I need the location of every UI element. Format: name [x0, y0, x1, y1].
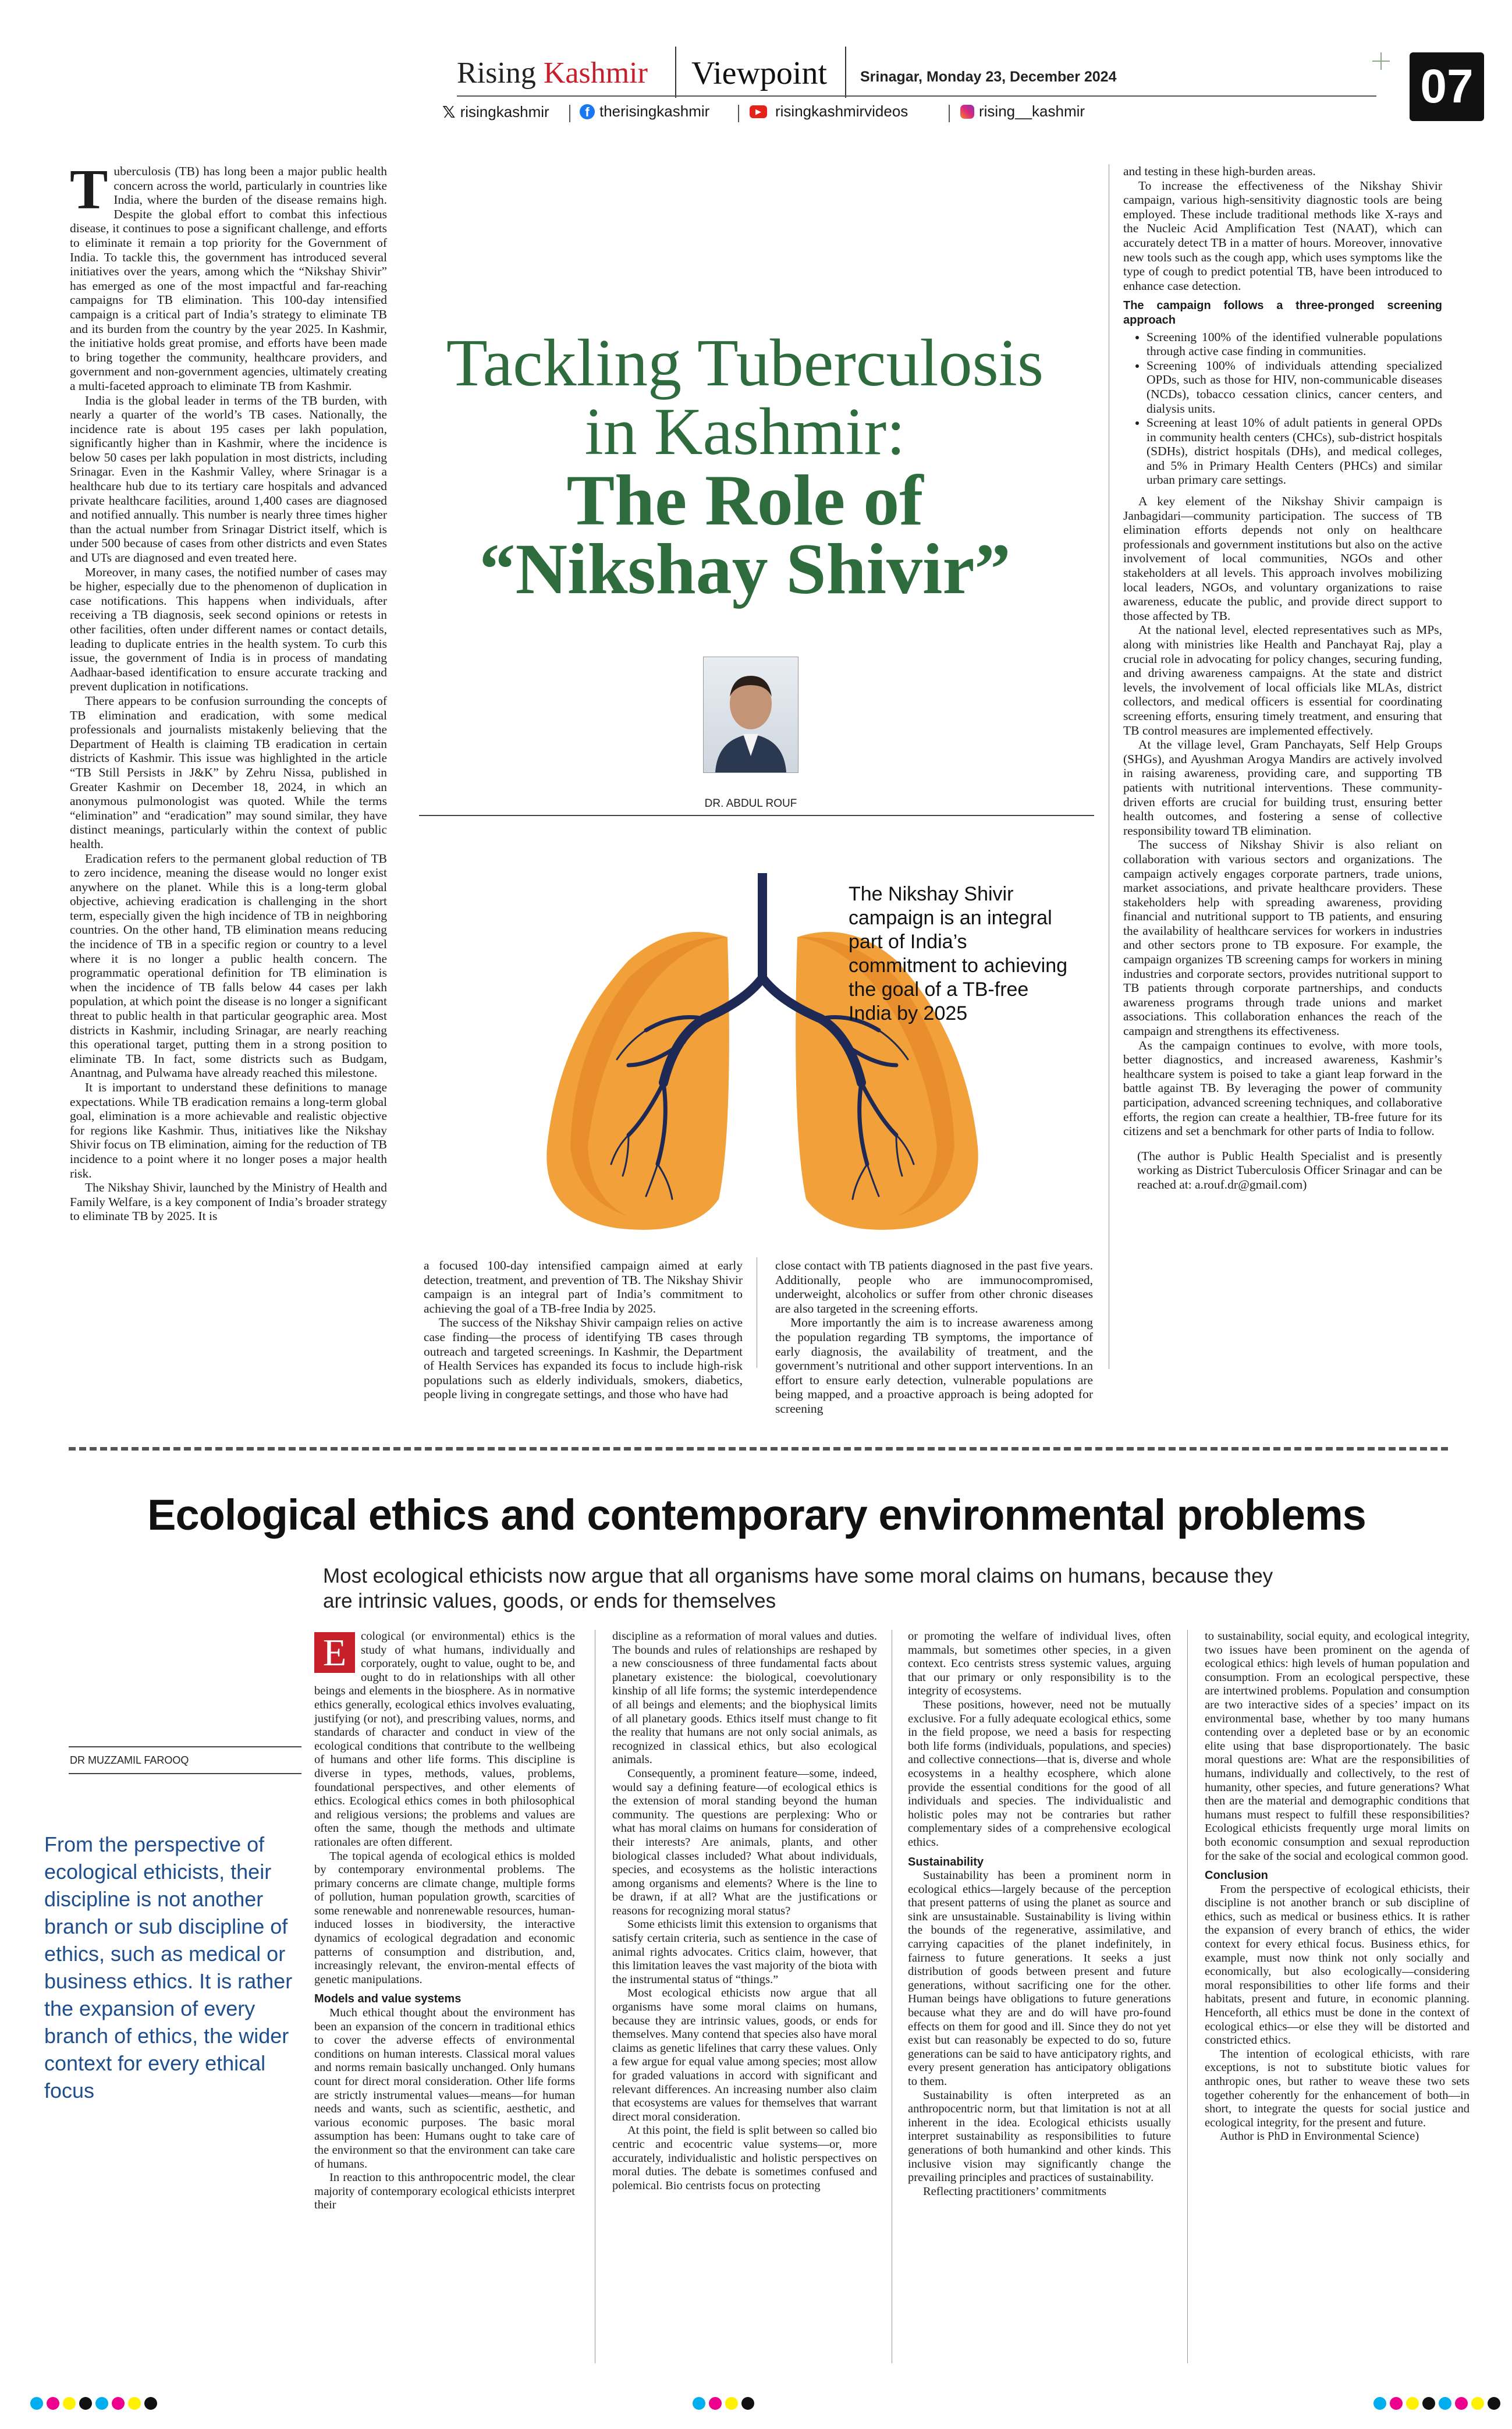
article2-column-4	[1205, 1630, 1470, 2144]
section-title: Viewpoint	[691, 55, 828, 91]
list-item: • Screening at least 10% of adult patients in general OPDs in community health centers (CHCs), sub-district hospitals (SDHs), district hospitals (DHs), and medical colleges, and 5% in Primary Health Centers (PHCs) and similar urban primary care settings.	[1147, 416, 1442, 487]
article1-column-4	[1123, 164, 1442, 1192]
drop-cap: E	[314, 1632, 355, 1673]
paragraph: As the campaign continues to evolve, with more tools, better diagnostics, and increased awareness, Kashmir’s healthcare system is poised to take a giant leap forward in the battle against TB. By leveraging the power of community participation, advanced screening techniques, and collaborative efforts, the region can create a healthier, TB-free future for its citizens and set a benchmark for other parts of India to follow.	[1123, 1038, 1442, 1139]
article1-pull-quote: The Nikshay Shivir campaign is an integral part of India’s commitment to achieving the goal of a TB-free India by 2025	[849, 883, 1068, 1024]
paragraph: or promoting the welfare of individual lives, often mammals, but sometimes other species, in a given context. Eco centrists stress systemic values, arguing that our primary or only responsibility is to the integrity of ecosystems.	[908, 1630, 1171, 1698]
paragraph: It is important to understand these definitions to manage expectations. While TB eradication remains a long-term global goal, elimination is a more achievable and realistic objective for regions like Kashmir. Thus, initiatives like the Nikshay Shivir focus on TB elimination, aiming for the reduction of TB incidence to a point where it no longer poses a major health risk.	[70, 1080, 387, 1180]
paragraph: Some ethicists limit this extension to organisms that satisfy certain criteria, such as sentience in the case of animal rights advocates. Critics claim, however, that this limitation leaves the vast majority of the biota with the instrumental status of “things.”	[612, 1918, 877, 1986]
paragraph: discipline as a reformation of moral values and duties. The bounds and rules of relationships are reshaped by a new consciousness of three fundamental facts about planetary existence: the biological, coevolutionary kinship of all life forms; the systemic interdependence of all beings and elements; and the biophysical limits of all planetary goods. Ethics itself must change to fit the reality that humans are not only social animals, as recognized in classical ethics, but also ecological animals.	[612, 1630, 877, 1767]
paragraph: Sustainability has been a prominent norm in ecological ethics—largely because of the perception that present patterns of using the planet as source and sink are unsustainable. Sustainability is living within the bounds of the regenerative, assimilative, and carrying capacities of the planet indefinitely, in fairness to future generations. It seeks a just distribution of goods between present and future generations, without sacrificing one for the other. Human beings have obligations to future generations because what they are and do will have pro-found effects on them for good and ill. Since they do not yet exist but can reasonably be expected to do so, future generations can be said to have anticipatory rights, and every present generation has anticipatory obligations to them.	[908, 1869, 1171, 2088]
paragraph: From the perspective of ecological ethicists, their discipline is not another branch or sub discipline of ethics, such as medical or business ethics. It is rather the expansion of every branch of ethics, the wider context for every ethical focus. Business ethics, for example, must now think not only socially and economically, but also ecologically—considering moral responsibilities to other life forms and their habitats, present and future, in economic planning. Henceforth, all ethics must be done in the context of ecological ethics—or else they will be distorted and constricted ethics.	[1205, 1882, 1470, 2047]
list-item: • Screening 100% of individuals attending specialized OPDs, such as those for HIV, non-communicable diseases (NCDs), tobacco cessation clinics, cancer centers, and dialysis units.	[1147, 359, 1442, 416]
paragraph: In reaction to this anthropocentric model, the clear majority of contemporary ecological ethicists interpret their	[314, 2171, 575, 2212]
byline-rule	[69, 1746, 301, 1747]
article2-column-2	[612, 1630, 877, 2193]
header-divider	[675, 47, 676, 98]
paragraph: a focused 100-day intensified campaign aimed at early detection, treatment, and prevention of TB. The Nikshay Shivir campaign is an integral part of India’s commitment to achieving the goal of a TB-free India by 2025.	[424, 1258, 743, 1315]
color-bar-right	[1373, 2397, 1500, 2410]
youtube-icon: ▶	[750, 105, 767, 118]
paragraph: The success of the Nikshay Shivir campaign relies on active case finding—the process of identifying TB cases through outreach and targeted screenings. In Kashmir, the Department of Health Services has expanded its focus to include high-risk populations such as elderly individuals, smokers, diabetics, people living in congregate settings, and those who have had	[424, 1315, 743, 1402]
social-divider	[569, 105, 570, 122]
paragraph: to sustainability, social equity, and ecological integrity, two issues have been prominent on the agenda of ecological ethics: high levels of human population and consumption. From an ecological perspective, these are intertwined problems. Population and consumption are two interactive sides of a species’ impact on its environmental base, whether by too many humans contending over a depleted base or by an economic elite using that base disproportionately. The basic moral questions are: What are the responsibilities of humans, individually and collectively, to the rest of humanity, other species, and future generations? What then are the material and demographic conditions that humans must respect to fulfill these responsibilities? Ecological ethicists frequently urge moral limits on both economic consumption and sexual reproduction for the sake of the social and ecological common good.	[1205, 1630, 1470, 1863]
dateline: Srinagar, Monday 23, December 2024	[860, 69, 1117, 85]
paragraph: Consequently, a prominent feature—some, indeed, would say a defining feature—of ecological ethics is the extension of moral standing beyond the human community. The questions are perplexing: Who or what has moral claims on humans for consideration of their interests? Are animals, plants, and other biological classes included? What about individuals, species, and ecosystems as the holistic interactions among organisms and elements? Where is the line to be drawn, if at all? What are the justifications or reasons for recognizing moral status?	[612, 1767, 877, 1917]
social-youtube[interactable]: ▶ risingkashmirvideos	[750, 102, 908, 120]
paragraph: Reflecting practitioners’ commitments	[923, 2185, 1106, 2198]
title-line: Tackling Tuberculosis	[446, 326, 1044, 400]
paragraph: India is the global leader in terms of the TB burden, with nearly a quarter of the world’s TB cases. Nationally, the incidence rate is about 195 cases per lakh population, significantly higher than in Kashmir, where the incidence is below 50 cases per lakh population in most districts, including Srinagar. Even in the Kashmir Valley, where Srinagar is a healthcare hub due to its tertiary care hospitals and advanced private healthcare facilities, around 1,400 cases are diagnosed and notified annually. This number is nearly three times higher than the actual number from Srinagar District itself, which is under 500 because of cases from other districts and even States and UTs are diagnosed and even treated here.	[70, 393, 387, 565]
social-facebook[interactable]: f therisingkashmir	[580, 102, 709, 120]
paragraph: The topical agenda of ecological ethics is molded by contemporary environmental problems. The primary concerns are climate change, multiple forms of pollution, human population growth, scarcities of some renewable and nonrenewable resources, human-induced losses in biodiversity, the interactive dynamics of ecological degradation and economic patterns of consumption and distribution, and, increasingly relevant, the environ-mental effects of genetic manipulations.	[314, 1849, 575, 1986]
instagram-icon	[960, 105, 974, 119]
paragraph: Moreover, in many cases, the notified number of cases may be higher, especially due to the phenomenon of duplication in case notifications. This happens when individuals, after receiving a TB diagnosis, seek second opinions or retests in other facilities, often under different names or contact details, leading to duplicate entries in the health system. To curb this issue, the government of India is in process of mandating Aadhaar-based identification to ensure accurate tracking and prevent duplication in notifications.	[70, 565, 387, 694]
paragraph: At the village level, Gram Panchayats, Self Help Groups (SHGs), and Ayushman Arogya Mandirs are actively involved in raising awareness, providing care, and supporting TB patients with nutritional interventions. These community-driven efforts are crucial for building trust, ensuring better health outcomes, and fostering a sense of collective responsibility toward TB elimination.	[1123, 737, 1442, 838]
color-bar-center	[693, 2397, 754, 2410]
lung-left	[546, 932, 729, 1230]
author-photo	[703, 657, 798, 773]
article1-column-2	[424, 1258, 743, 1402]
title-line: in Kashmir:	[584, 395, 906, 469]
article1-column-3	[775, 1258, 1093, 1416]
registration-mark	[1372, 52, 1390, 70]
paragraph: The intention of ecological ethicists, with rare exceptions, is not to substitute biotic values for anthropic ones, but rather to weave these two sets together coherently for the enhancement of both—in short, to integrate the quests for social justice and ecological integrity, for the present and future.	[1205, 2047, 1470, 2129]
article2-headline: Ecological ethics and contemporary environmental problems	[147, 1491, 1366, 1539]
title-line: “Nikshay Shivir”	[479, 529, 1011, 609]
byline-rule	[69, 1773, 301, 1774]
brand-logo: Rising Kashmir	[457, 56, 648, 90]
social-divider	[949, 105, 950, 122]
paragraph: At the national level, elected representatives such as MPs, along with ministries like Health and Panchayat Raj, play a crucial role in advocating for policy changes, securing funding, and driving awareness campaigns. At the state and district levels, the involvement of local officials like MLAs, district collectors, and medical officers is essential for coordinating screening efforts, ensuring timely treatment, and ensuring that TB control measures are implemented effectively.	[1123, 623, 1442, 737]
list-item: • Screening 100% of the identified vulnerable populations through active case finding in communities.	[1147, 330, 1442, 359]
article-separator	[69, 1447, 1448, 1451]
paragraph: Much ethical thought about the environment has been an expansion of the concern in traditional ethics to cover the adverse effects of environmental conditions on human interests. Classical moral values and norms remain basically unchanged. Only humans count for direct moral consideration. Other life forms are strictly instrumental values—means—for human needs and wants, such as scientific, aesthetic, and various economic purposes. The basic moral assumption has been: Humans ought to take care of the environment so that the environment can take care of humans.	[314, 2006, 575, 2171]
screening-list	[1123, 330, 1442, 488]
article1-title	[419, 326, 1071, 609]
subheading: Conclusion	[1205, 1869, 1268, 1882]
subheading: Models and value systems	[314, 1992, 462, 2006]
social-instagram[interactable]: rising__kashmir	[960, 102, 1085, 120]
paragraph: To increase the effectiveness of the Nikshay Shivir campaign, various high-sensitivity diagnostic tools are being employed. These include traditional methods like X-rays and the Nucleic Acid Amplification Test (NAAT), which can accurately detect TB in a matter of hours. Moreover, innovative new tools such as the cough app, which uses symptoms like the type of cough to predict potential TB, have been introduced to enhance case detection.	[1123, 178, 1442, 293]
paragraph: The success of Nikshay Shivir is also reliant on collaboration with various sectors and organizations. The campaign actively engages corporate partners, trade unions, market associations, and private healthcare providers. These stakeholders help with spreading awareness, providing financial and nutritional support to TB patients, and ensuring the availability of healthcare services for workers in industries and other sectors prone to TB exposure. For example, the campaign organizes TB screening camps for workers in mining industries and corporate sectors, provides nutritional support to TB patients through corporate partnerships, and conducts awareness programs through trade unions and market associations. This collaboration enhances the reach of the campaign and strengthens its effectiveness.	[1123, 838, 1442, 1038]
x-icon: 𝕏	[442, 103, 456, 121]
paragraph: There appears to be confusion surrounding the concepts of TB elimination and eradication, with some medical professionals and journalists mistakenly believing that the Department of Health is claiming TB eradication in certain districts of Kashmir. This issue was highlighted in the article “TB Still Persists in J&K” by Zehru Nissa, published in Greater Kashmir on December 18, 2024, in which an anonymous pulmonologist was quoted. While the terms “elimination” and “eradication” may sound similar, they have distinct meanings, particularly within the context of public health.	[70, 693, 387, 851]
article1-column-1	[70, 158, 387, 1224]
column-rule	[1187, 1630, 1188, 2363]
author-byline: DR MUZZAMIL FAROOQ	[70, 1754, 189, 1766]
paragraph: close contact with TB patients diagnosed in the past five years. Additionally, people who are immunocompromised, underweight, alcoholics or suffer from other chronic diseases are also targeted in the screening efforts.	[775, 1258, 1093, 1315]
article2-column-3	[908, 1630, 1171, 2198]
social-x[interactable]: 𝕏 risingkashmir	[442, 103, 549, 121]
paragraph: Sustainability is often interpreted as an anthropocentric norm, but that limitation is not at all inherent in the idea. Ecological ethicists usually interpret sustainability as responsibilities to future generations of both humankind and other kinds. This inclusive vision may significantly change the prevailing principles and practices of sustainability.	[908, 2088, 1171, 2185]
author-byline: DR. ABDUL ROUF	[704, 797, 797, 810]
paragraph: Author is PhD in Environmental Science)	[1220, 2130, 1419, 2143]
article2-deck: Most ecological ethicists now argue that all organisms have some moral claims on humans, because they are intrinsic values, goods, or ends for themselves	[323, 1565, 1273, 1612]
paragraph: Tuberculosis (TB) has long been a major public health concern across the world, particularly in countries like India, where the burden of the disease remains high. Despite the global effort to combat this infectious disease, it continues to pose a significant challenge, and efforts to eliminate it remain a top priority for the Government of India. To tackle this, the government has introduced several initiatives over the years, among which the “Nikshay Shivir” has emerged as one of the most impactful and far-reaching campaigns for TB elimination. This 100-day intensified campaign is a critical part of India’s strategy to eliminate TB and its burden from the country by the year 2025. In Kashmir, the initiative holds great promise, and efforts have been made to bring together the community, healthcare providers, and government and non-government agencies, ultimately creating a multi-faceted approach to eliminate TB from Kashmir.	[70, 158, 387, 393]
drop-cap: T	[70, 158, 108, 221]
paragraph: These positions, however, need not be mutually exclusive. For a fully adequate ecological ethics, some in the field propose, we need a basis for respecting both life forms (individuals, populations, and species) and collective connections—that is, diverse and whole ecosystems in a healthy ecosphere, which alone provide the essential conditions for the good of all individuals and species. The individualistic and holistic poles may not be contraries but rather complementary sides of a comprehensive ecological ethics.	[908, 1698, 1171, 1849]
paragraph: and testing in these high-burden areas.	[1123, 164, 1316, 178]
byline-rule	[419, 815, 1094, 816]
paragraph: Eradication refers to the permanent global reduction of TB to zero incidence, meaning the disease would no longer exist anywhere on the planet. While this is a long-term global objective, achieving eradication is challenging in the short term, especially given the high incidence of TB in neighboring countries. On the other hand, TB elimination means reducing the incidence of TB in a specific region or country to a level where it is no longer a public health concern. The programmatic operational definition for TB elimination is when the incidence of TB falls below 44 cases per lakh population, at which point the disease is no longer a significant threat to public health in that particular geographic area. Most districts in Kashmir, including Srinagar, are nearly reaching this operational target, putting them in a strong position to eliminate TB. In fact, some districts such as Budgam, Anantnag, and Pulwama have already reached this milestone.	[70, 851, 387, 1080]
article2-column-1	[314, 1630, 575, 2212]
paragraph: E cological (or environmental) ethics is the study of what humans, individually and corporately, ought to value, ought to be, and ought to do in relationships with all other beings and elements in the biosphere. As in normative ethics generally, ecological ethics involves evaluating, justifying (or not), and prescribing values, norms, and standards of character and conduct in view of the ecological conditions that contribute to the wellbeing of humans and other life forms. This discipline is diverse in types, methods, values, problems, foundational perspectives, and other elements of ethics. Ecological ethics comes in both philosophical and religious versions; the problems and values are often the same, though the methods and ultimate rationales are often different.	[314, 1630, 575, 1849]
subheading: Sustainability	[908, 1855, 984, 1868]
paragraph: More importantly the aim is to increase awareness among the population regarding TB symptoms, the importance of early diagnosis, the availability of treatment, and the government’s nutritional and other support interventions. In an effort to ensure early detection, vulnerable populations are being mapped, and a proactive approach is being adopted for screening	[775, 1315, 1093, 1416]
subheading: The campaign follows a three-pronged screening approach	[1123, 299, 1442, 327]
header-divider	[845, 47, 846, 98]
page-number: 07	[1410, 52, 1484, 121]
header-rule	[457, 95, 1376, 97]
paragraph: A key element of the Nikshay Shivir campaign is Janbagidari—community participation. The success of TB elimination efforts depends not only on healthcare professionals and government institutions but also on the active involvement of local communities, NGOs and other stakeholders at all levels. This approach involves mobilizing local leaders, NGOs, and voluntary organizations to raise awareness, educate the public, and provide direct support to those affected by TB.	[1123, 494, 1442, 623]
paragraph: The Nikshay Shivir, launched by the Ministry of Health and Family Welfare, is a key component of India’s broader strategy to eliminate TB by 2025. It is	[70, 1180, 387, 1224]
paragraph: Most ecological ethicists now argue that all organisms have some moral claims on humans, because they are intrinsic values, goods, or ends for themselves. Many contend that species also have moral claims as genetic lifelines that carry these values. Only a few argue for equal value among species; most allow for graded valuations in accord with significant and relevant differences. An increasing number also claim that ecosystems are values for themselves that warrant direct moral consideration.	[612, 1987, 877, 2123]
author-portrait-icon	[704, 657, 798, 772]
social-divider	[738, 105, 739, 122]
paragraph: At this point, the field is split between so called bio centric and ecocentric value systems—or, more accurately, individualistic and holistic perspectives on moral duties. The debate is sometimes confused and polemical. Bio centrists focus on protecting	[612, 2124, 877, 2192]
title-line: The Role of	[566, 460, 924, 540]
article2-pull-quote: From the perspective of ecological ethicists, their discipline is not another branch or sub discipline of ethics, such as medical or business ethics. It is rather the expansion of every branch of ethics, the wider context for every ethical focus	[44, 1832, 293, 2102]
masthead	[0, 0, 1512, 134]
author-note: (The author is Public Health Specialist and is presently working as District Tuberculosis Officer Srinagar and can be reached at: a.rouf.dr@gmail.com)	[1137, 1148, 1442, 1192]
facebook-icon: f	[580, 104, 595, 119]
color-bar-left	[30, 2397, 157, 2410]
